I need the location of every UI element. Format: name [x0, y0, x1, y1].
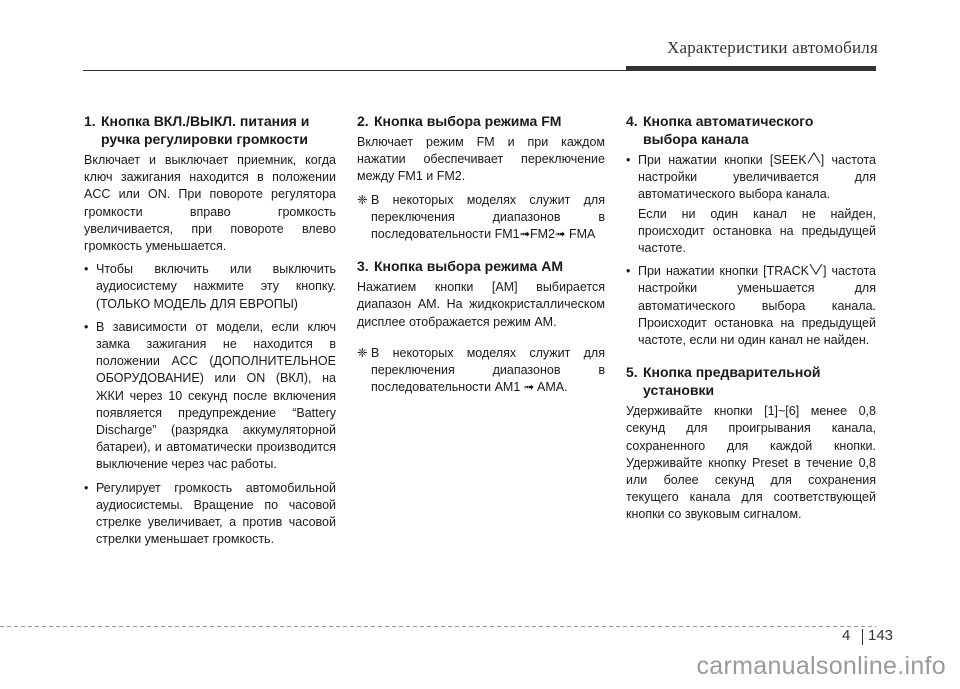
note — [357, 192, 605, 244]
note-mark-icon: ❈ — [357, 192, 368, 207]
heading-line: Кнопка выбора режима AM — [374, 258, 563, 275]
note — [357, 345, 605, 397]
bullet-text: При нажатии кнопки [TRACK — [638, 264, 809, 279]
heading-line: Кнопка ВКЛ./ВЫКЛ. питания и — [101, 113, 310, 129]
watermark: carmanualsonline.info — [696, 652, 946, 680]
bullet-continuation: Если ни один канал не найден, происходит остановка на предыдущей частоте. — [638, 206, 876, 256]
section-3-heading — [357, 257, 605, 275]
heading-line: Кнопка автоматического — [643, 113, 814, 129]
column-2 — [357, 112, 605, 402]
paragraph: Включает и выключает приемник, когда ключ зажигания находится в положении ACC или ON. При повороте регулятора громкости вправо громкость увеличивается, при повороте влево громкость уменьшается. — [84, 153, 336, 254]
header-accent-bar — [626, 66, 876, 71]
heading-line: Кнопка предварительной — [643, 364, 821, 381]
section-5-heading — [626, 363, 876, 399]
page-header-title: Характеристики автомобиля — [667, 38, 878, 57]
down-chevron-icon — [809, 263, 823, 275]
note-text: В некоторых моделях служит для переключения диапазонов в последовательности AM1 ➟ AMA. — [371, 345, 605, 395]
bullet-item: • Регулирует громкость автомобильной аудиосистемы. Вращение по часовой стрелке увеличивает, а против часовой стрелки уменьшает громкость. — [84, 480, 336, 549]
note-text: В некоторых моделях служит для переключения диапазонов в последовательности FM1➟FM2➟ FMA — [371, 192, 605, 242]
paragraph: Нажатием кнопки [AM] выбирается диапазон AM. На жидкокристаллическом дисплее отображается режим AM. — [357, 280, 605, 329]
section-number: 2. — [357, 113, 369, 129]
page-number: 143 — [868, 627, 894, 644]
section-1-heading — [84, 112, 336, 148]
bullet-item: • В зависимости от модели, если ключ замка зажигания не находится в положении ACC (ДОПОЛНИТЕЛЬНОЕ ОБОРУДОВАНИЕ) или ON (ВКЛ), на ЖКИ через 10 секунд после включения появляется предупреждение “Battery Discharge” (разрядка аккумуляторной батареи), и автоматически производится выключение через час работы. — [84, 319, 336, 474]
bullet-text: ] частота настройки уменьшается для автоматического выбора канала. Происходит остановка на предыдущей частоте, если ни один канал не найден. — [638, 264, 876, 348]
footer-rule — [0, 626, 876, 627]
section-number: 5. — [626, 364, 638, 381]
section-number: 1. — [84, 113, 96, 129]
bullet-item — [626, 263, 876, 349]
column-1 — [84, 112, 336, 554]
section-2-heading — [357, 112, 605, 130]
bullet-text: При нажатии кнопки [SEEK — [638, 153, 807, 167]
heading-line: ручка регулировки громкости — [101, 131, 308, 147]
heading-line: выбора канала — [643, 131, 749, 147]
column-3 — [626, 112, 876, 530]
bullet-item: • Чтобы включить или выключить аудиосистему нажмите эту кнопку. (ТОЛЬКО МОДЕЛЬ ДЛЯ ЕВРОПЫ) — [84, 261, 336, 313]
paragraph: Включает режим FM и при каждом нажатии обеспечивает переключение между FM1 и FM2. — [357, 135, 605, 184]
section-number: 4. — [626, 113, 638, 129]
chapter-number: 4 — [842, 627, 851, 644]
note-mark-icon: ❈ — [357, 345, 368, 360]
section-number: 3. — [357, 258, 369, 275]
heading-line: установки — [643, 382, 715, 399]
paragraph: Удерживайте кнопки [1]~[6] менее 0,8 секунд для проигрывания канала, сохраненного для каждой кнопки. Удерживайте кнопку Preset в течение 0,8 или более секунд для сохранения текущего канала для соответствующей кнопки со звуковым сигналом. — [626, 404, 876, 522]
section-4-heading — [626, 112, 876, 148]
page-number-divider — [862, 629, 863, 645]
bullet-text: ] частота настройки увеличивается для автоматического выбора канала. — [638, 153, 876, 202]
bullet-item — [626, 152, 876, 257]
up-chevron-icon — [807, 152, 821, 164]
heading-line: Кнопка выбора режима FM — [374, 113, 562, 129]
